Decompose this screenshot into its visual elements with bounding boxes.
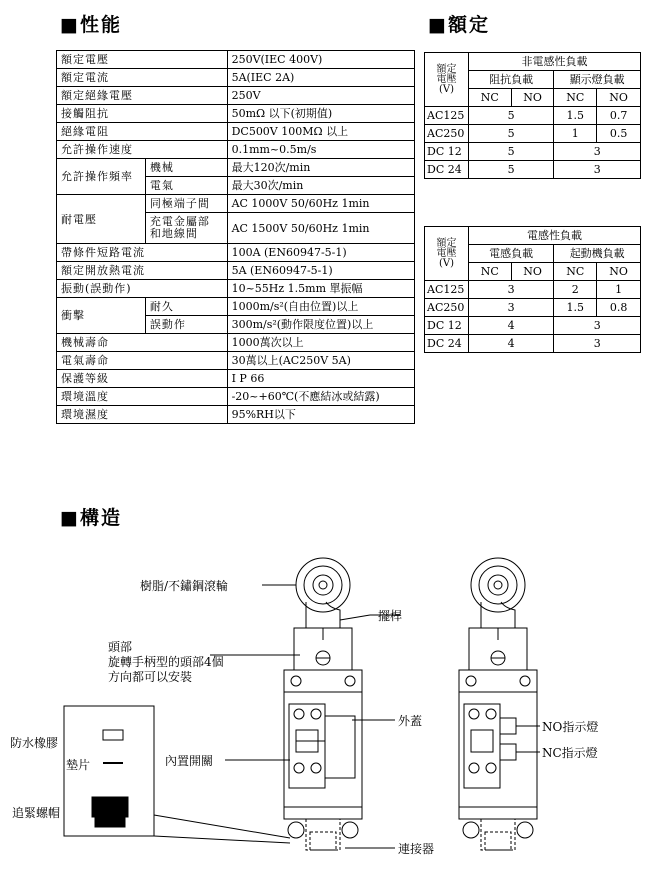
table-row: 電氣壽命 30萬以上(AC250V 5A) — [57, 352, 415, 370]
rating-heading: ■額定 — [428, 14, 490, 36]
head-label: 頭部 旋轉手柄型的頭部4個 方向都可以安裝 — [108, 640, 224, 684]
table-row: 耐電壓 同極端子間 AC 1000V 50/60Hz 1min — [57, 195, 415, 213]
roller-label: 樹脂/不鏽鋼滾輪 — [140, 579, 229, 593]
washer-label: 墊片 — [66, 758, 91, 772]
connector-label: 連接器 — [398, 842, 435, 856]
table-row: AC250 3 1.5 0.8 — [425, 299, 641, 317]
lever-label: 擺桿 — [378, 609, 403, 623]
table-row: DC 12 5 3 — [425, 143, 641, 161]
switch-left-illustration — [284, 558, 362, 850]
switch-right-illustration — [459, 558, 537, 850]
table-row: 額定電流 5A(IEC 2A) — [57, 69, 415, 87]
performance-heading: ■性能 — [60, 14, 122, 36]
table-title: 非電感性負載 — [468, 53, 640, 71]
table-title: 電感性負載 — [468, 227, 640, 245]
table-row: 電氣 最大30次/min — [57, 177, 415, 195]
table-row: AC125 5 1.5 0.7 — [425, 107, 641, 125]
table-row: 帶條件短路電流 100A (EN60947-5-1) — [57, 244, 415, 262]
nc-lamp-label: NC指示燈 — [542, 746, 598, 760]
table-row: 振動(誤動作) 10~55Hz 1.5mm 單振幅 — [57, 280, 415, 298]
table-row: 環境溫度 -20~+60℃(不應結冰或結露) — [57, 388, 415, 406]
table-row: 環境濕度 95%RH以下 — [57, 406, 415, 424]
table-row: 額定電壓 250V(IEC 400V) — [57, 51, 415, 69]
table-row: 保護等級 I P 66 — [57, 370, 415, 388]
no-lamp-label: NO指示燈 — [542, 720, 599, 734]
table-row: 衝擊 耐久 1000m/s²(自由位置)以上 — [57, 298, 415, 316]
gasket-shape — [103, 730, 123, 740]
table-row: 額定絕緣電壓 250V — [57, 87, 415, 105]
builtin-switch-label: 內置開關 — [165, 754, 214, 768]
cover-label: 外蓋 — [398, 714, 423, 728]
table-row: 額定開放熱電流 5A (EN60947-5-1) — [57, 262, 415, 280]
table-row: 允許操作頻率 機械 最大120次/min — [57, 159, 415, 177]
table-row: DC 24 5 3 — [425, 161, 641, 179]
table-row: 允許操作速度 0.1mm~0.5m/s — [57, 141, 415, 159]
table-row: 誤動作 300m/s²(動作限度位置)以上 — [57, 316, 415, 334]
table-row: 機械壽命 1000萬次以上 — [57, 334, 415, 352]
nut-label: 追緊螺帽 — [12, 806, 61, 820]
table-row: 絕緣電阻 DC500V 100MΩ 以上 — [57, 123, 415, 141]
structure-heading: ■構造 — [60, 507, 122, 529]
rating-non-inductive-table: 額定 電壓 (V) 非電感性負載 阻抗負載 顯示燈負載 NC NO NC NO AC125 5 1.5 0.7 AC250 5 1 0.5 DC 12 5 3 DC 24 5 3 — [424, 52, 641, 179]
table-row: AC125 3 2 1 — [425, 281, 641, 299]
table-row: 充電金屬部 和地線間 AC 1500V 50/60Hz 1min — [57, 213, 415, 244]
rating-inductive-table: 額定 電壓 (V) 電感性負載 電感負載 起動機負載 NC NO NC NO AC125 3 2 1 AC250 3 1.5 0.8 DC 12 4 3 DC 24 4 3 — [424, 226, 641, 353]
nut-shape — [92, 797, 128, 827]
table-row: AC250 5 1 0.5 — [425, 125, 641, 143]
table-row: DC 24 4 3 — [425, 335, 641, 353]
table-row: 接觸阻抗 50mΩ 以下(初期值) — [57, 105, 415, 123]
table-row: DC 12 4 3 — [425, 317, 641, 335]
gasket-label: 防水橡膠 — [10, 736, 59, 750]
